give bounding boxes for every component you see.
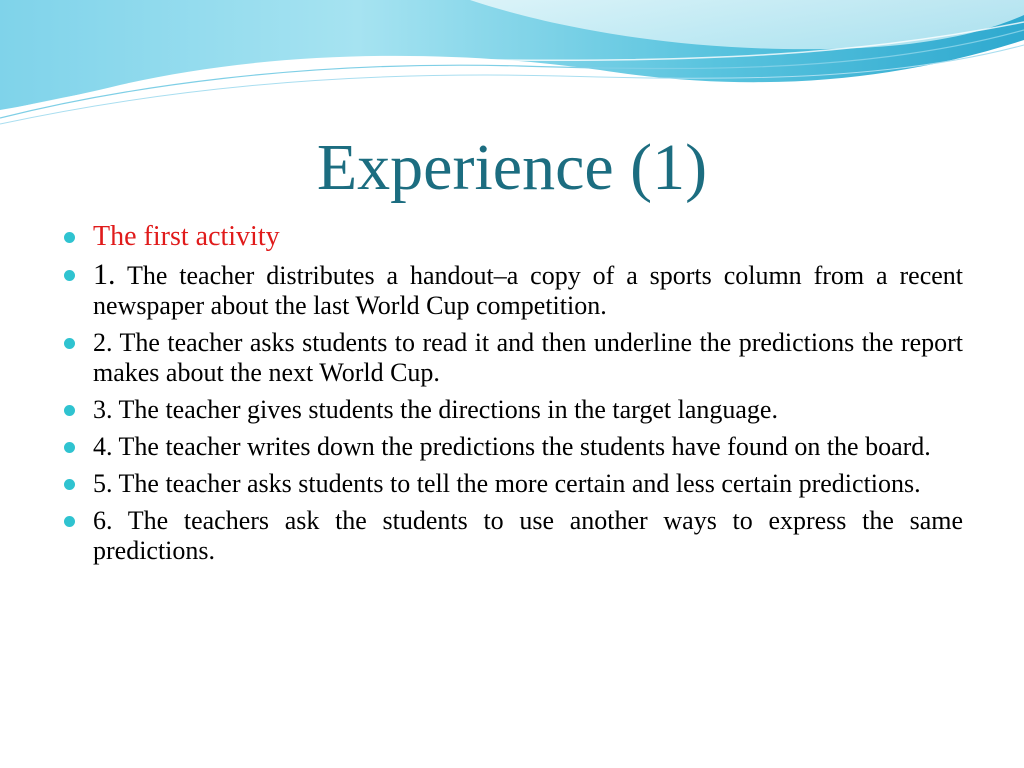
bullet-item-step-6 [63,506,963,566]
bullet-text: 2. The teacher asks students to read it and then underline the predictions the report makes about the next World Cup. [93,328,963,387]
bullet-item-first-activity [63,220,963,254]
bullet-list [63,220,963,573]
bullet-item-step-3 [63,395,963,425]
bullet-text: The first activity [93,221,280,252]
bullet-marker-icon [64,270,75,281]
bullet-text: The teacher distributes a handout–a copy of a sports column from a recent newspaper about the last World Cup competition. [93,261,964,320]
bullet-text: 5. The teacher asks students to tell the more certain and less certain predictions. [93,469,921,498]
bullet-marker-icon [64,338,75,349]
bullet-item-step-2 [63,328,963,388]
bullet-number: 1. [93,258,116,291]
bullet-text: 4. The teacher writes down the predictions the students have found on the board. [93,432,931,461]
bullet-item-step-1 [63,260,963,321]
bullet-marker-icon [64,479,75,490]
decorative-wave-banner [0,0,1024,130]
bullet-marker-icon [64,442,75,453]
bullet-text: 6. The teachers ask the students to use another ways to express the same predictions. [93,506,963,565]
bullet-marker-icon [64,232,75,243]
bullet-marker-icon [64,516,75,527]
slide-title: Experience (1) [316,131,708,204]
bullet-item-step-5 [63,469,963,499]
bullet-text: 3. The teacher gives students the directions in the target language. [93,395,778,424]
bullet-item-step-4 [63,432,963,462]
bullet-marker-icon [64,405,75,416]
